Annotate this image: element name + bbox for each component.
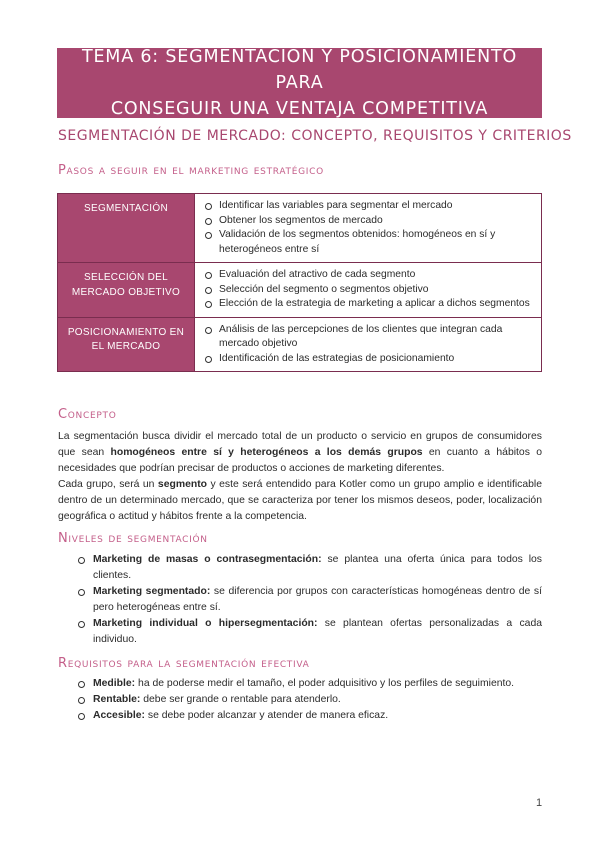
step-label: SEGMENTACIÓN bbox=[58, 194, 195, 263]
list-item: Análisis de las percepciones de los clientes que integran cada mercado objetivo bbox=[205, 323, 535, 352]
concept-paragraph-2: Cada grupo, será un segmento y este será entendido para Kotler como un grupo amplio e identificable dentro de un determinado mercado, que se caracteriza por tener los mismos deseos, poder, localización geográfica o actitud y hábitos frente a la competencia. bbox=[58, 479, 542, 522]
step-items bbox=[205, 199, 535, 257]
concept-heading: Concepto bbox=[58, 407, 117, 422]
list-item: Selección del segmento o segmentos objetivo bbox=[205, 283, 535, 298]
list-item: Obtener los segmentos de mercado bbox=[205, 214, 535, 229]
steps-row bbox=[58, 263, 542, 318]
step-items bbox=[205, 268, 535, 312]
steps-row bbox=[58, 194, 542, 263]
requirements-list bbox=[78, 676, 542, 724]
list-item: Evaluación del atractivo de cada segmento bbox=[205, 268, 535, 283]
list-item: Medible: ha de poderse medir el tamaño, el poder adquisitivo y los perfiles de seguimiento. bbox=[78, 676, 542, 692]
steps-row bbox=[58, 317, 542, 372]
title-banner bbox=[57, 48, 542, 118]
list-item: Validación de los segmentos obtenidos: homogéneos en sí y heterogéneos entre sí bbox=[205, 228, 535, 257]
list-item: Elección de la estrategia de marketing a aplicar a dichos segmentos bbox=[205, 297, 535, 312]
list-item: Marketing segmentado: se diferencia por grupos con características homogéneas dentro de sí pero heterogéneas entre sí. bbox=[78, 584, 542, 616]
title-line-1: TEMA 6: SEGMENTACIÓN Y POSICIONAMIENTO PARA bbox=[81, 47, 518, 93]
steps-heading: Pasos a seguir en el marketing estratégico bbox=[58, 163, 324, 178]
step-label: POSICIONAMIENTO EN EL MERCADO bbox=[58, 317, 195, 372]
section-heading: SEGMENTACIÓN DE MERCADO: CONCEPTO, REQUISITOS Y CRITERIOS bbox=[58, 128, 572, 144]
step-items bbox=[205, 323, 535, 367]
title-line-2: CONSEGUIR UNA VENTAJA COMPETITIVA bbox=[110, 99, 489, 119]
list-item: Identificación de las estrategias de posicionamiento bbox=[205, 352, 535, 367]
list-item: Rentable: debe ser grande o rentable para atenderlo. bbox=[78, 692, 542, 708]
page-number: 1 bbox=[536, 797, 543, 809]
levels-list bbox=[78, 552, 542, 648]
steps-table bbox=[57, 193, 542, 372]
list-item: Identificar las variables para segmentar el mercado bbox=[205, 199, 535, 214]
step-label: SELECCIÓN DEL MERCADO OBJETIVO bbox=[58, 263, 195, 318]
levels-heading: Niveles de segmentación bbox=[58, 531, 208, 546]
list-item: Marketing individual o hipersegmentación: se plantean ofertas personalizadas a cada individuo. bbox=[78, 616, 542, 648]
concept-paragraph-1: La segmentación busca dividir el mercado total de un producto o servicio en grupos de consumidores que sean homogéneos entre sí y heterogéneos a los demás grupos en cuanto a hábitos o necesidades que podrían precisar de productos o acciones de marketing diferentes. bbox=[58, 431, 542, 474]
list-item: Marketing de masas o contrasegmentación: se plantea una oferta única para todos los clientes. bbox=[78, 552, 542, 584]
list-item: Accesible: se debe poder alcanzar y atender de manera eficaz. bbox=[78, 708, 542, 724]
requirements-heading: Requisitos para la segmentación efectiva bbox=[58, 656, 310, 671]
